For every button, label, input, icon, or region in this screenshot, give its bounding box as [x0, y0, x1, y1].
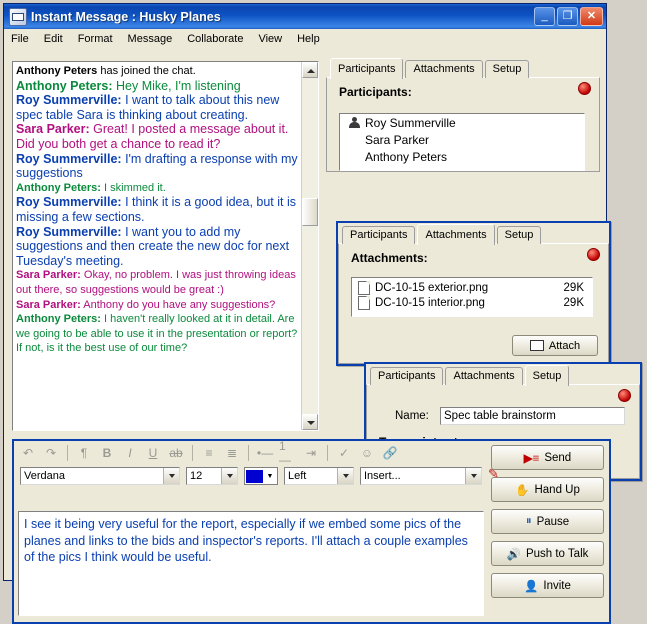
- invite-button-label: Invite: [543, 579, 571, 592]
- record-dot-icon: [578, 82, 591, 95]
- undo-icon[interactable]: ↶: [22, 446, 34, 460]
- compose-panel: [12, 439, 611, 624]
- maximize-button[interactable]: ❐: [557, 7, 578, 26]
- menu-format[interactable]: Format: [77, 33, 113, 45]
- message-text: Great! I posted a message about it. Did you both get a chance to read it?: [16, 122, 289, 151]
- message-author: Roy Summerville:: [16, 93, 122, 108]
- attachments-tabbody: [338, 243, 609, 364]
- tab-attachments[interactable]: Attachments: [405, 60, 482, 78]
- host-person-icon: [348, 117, 361, 129]
- tab-attachments[interactable]: Attachments: [417, 224, 494, 245]
- message-author: Anthony Peters:: [16, 313, 101, 326]
- chevron-down-icon[interactable]: ▼: [266, 472, 274, 480]
- tab-setup[interactable]: Setup: [485, 60, 530, 78]
- menu-view[interactable]: View: [258, 33, 283, 45]
- transcript-message: [16, 225, 299, 269]
- bold-icon[interactable]: B: [102, 446, 112, 460]
- tab-setup[interactable]: Setup: [497, 226, 542, 244]
- push-to-talk-button-label: Push to Talk: [525, 547, 589, 560]
- setup-tabstrip: [366, 364, 640, 385]
- transcript-text: [13, 62, 302, 430]
- message-author: Anthony Peters:: [16, 78, 113, 93]
- participants-list[interactable]: [339, 113, 585, 171]
- pause-icon: ⏸: [525, 515, 532, 527]
- window-controls: [534, 7, 603, 26]
- toolbar-divider: [327, 445, 328, 461]
- attach-button-label: Attach: [548, 339, 581, 352]
- session-name-input[interactable]: [440, 407, 625, 425]
- attachment-name: DC-10-15 exterior.png: [375, 281, 489, 294]
- chevron-down-icon[interactable]: [163, 468, 179, 484]
- transcript-message: [16, 298, 299, 313]
- send-button[interactable]: [491, 445, 604, 470]
- insert-select[interactable]: [360, 467, 482, 485]
- chevron-down-icon[interactable]: [337, 468, 353, 484]
- menubar: [4, 29, 606, 49]
- align-center-icon[interactable]: ≣: [226, 446, 238, 460]
- link-icon[interactable]: 🔗: [382, 446, 398, 460]
- message-author: Sara Parker:: [16, 122, 90, 137]
- attachment-size: 29K: [563, 296, 584, 309]
- message-text: I haven't really looked at it in detail. Are we going to be able to use it in the presentation or report? If not, is it the best use of our time?: [16, 313, 298, 355]
- transcript-message: [16, 79, 299, 94]
- minimize-button[interactable]: _: [534, 7, 555, 26]
- bullet-list-icon[interactable]: •—: [256, 446, 274, 460]
- attachment-size: 29K: [563, 281, 584, 294]
- transcript-message: [16, 195, 299, 224]
- message-author: Anthony Peters:: [16, 181, 101, 194]
- font-family-select[interactable]: [20, 467, 180, 485]
- alignment-select[interactable]: [284, 467, 354, 485]
- send-button-label: Send: [544, 451, 572, 464]
- scroll-down-arrow[interactable]: [302, 414, 318, 430]
- file-icon: [358, 296, 370, 310]
- hand-up-button[interactable]: [491, 477, 604, 502]
- transcript-scrollbar[interactable]: [301, 62, 318, 430]
- participants-panel: [326, 57, 600, 172]
- transcript-message: [16, 268, 299, 297]
- toolbar-divider: [192, 445, 193, 461]
- number-list-icon[interactable]: 1—: [279, 439, 291, 467]
- tab-participants[interactable]: Participants: [330, 58, 403, 79]
- emoticon-icon[interactable]: ☺: [360, 446, 374, 460]
- message-author: Roy Summerville:: [16, 151, 122, 166]
- participant-name: Sara Parker: [365, 132, 430, 147]
- transcript-message: [16, 181, 299, 196]
- participant-name: Roy Summerville: [365, 115, 456, 130]
- pause-button-label: Pause: [536, 515, 570, 528]
- redo-icon[interactable]: ↷: [45, 446, 57, 460]
- speaker-icon: 🔊: [506, 548, 521, 561]
- message-author: Anthony Peters: [16, 65, 98, 77]
- close-button[interactable]: ✕: [580, 7, 603, 26]
- transcript-message: [16, 312, 299, 356]
- participants-heading: Participants:: [339, 85, 412, 99]
- indent-icon[interactable]: ⇥: [305, 446, 317, 460]
- align-left-icon[interactable]: ≡: [205, 446, 213, 460]
- push-to-talk-button[interactable]: [491, 541, 604, 566]
- toolbar-divider: [67, 445, 68, 461]
- attachments-tabstrip: [338, 223, 609, 244]
- insert-value: Insert...: [364, 470, 401, 482]
- list-item[interactable]: [340, 131, 584, 148]
- transcript-message: [16, 93, 299, 122]
- scroll-thumb[interactable]: [302, 198, 318, 226]
- message-text: Anthony do you have any suggestions?: [80, 298, 276, 311]
- participants-tabstrip: [326, 57, 600, 78]
- participant-name: Anthony Peters: [365, 149, 448, 164]
- page-title: Instant Message : Husky Planes: [31, 9, 221, 24]
- attachment-name: DC-10-15 interior.png: [375, 296, 485, 309]
- tab-participants[interactable]: Participants: [370, 367, 443, 385]
- italic-icon[interactable]: I: [128, 446, 132, 460]
- message-text: has joined the chat.: [97, 65, 196, 77]
- instant-message-window: [3, 3, 607, 593]
- message-author: Roy Summerville:: [16, 224, 122, 239]
- menu-file[interactable]: File: [11, 33, 29, 45]
- tab-participants[interactable]: Participants: [342, 226, 415, 244]
- font-size-value: 12: [190, 470, 203, 482]
- menu-edit[interactable]: Edit: [43, 33, 63, 45]
- invite-person-icon: 👤: [524, 580, 539, 593]
- tab-setup[interactable]: Setup: [525, 365, 570, 386]
- hand-icon: ✋: [515, 484, 530, 497]
- chevron-down-icon[interactable]: [465, 468, 481, 484]
- window-titlebar[interactable]: [4, 4, 606, 29]
- action-buttons: [491, 445, 604, 605]
- transcript-message: [16, 64, 299, 79]
- message-input[interactable]: I see it being very useful for the report, especially if we embed some pics of the planes and links to the bids and inspector's reports. I'll attach a couple examples of the pics I think would be useful.: [18, 511, 484, 616]
- menu-help[interactable]: Help: [297, 33, 320, 45]
- message-text: I want to talk about this new spec table Sara is thinking about creating.: [16, 93, 280, 122]
- attachments-panel: [336, 221, 611, 366]
- chevron-down-icon[interactable]: [221, 468, 237, 484]
- message-author: Sara Parker:: [16, 269, 81, 282]
- font-family-value: Verdana: [24, 470, 65, 482]
- menu-message[interactable]: Message: [127, 33, 173, 45]
- name-label: Name:: [395, 410, 429, 422]
- color-swatch: [246, 470, 263, 483]
- message-text: I think it is a good idea, but it is missing a few sections.: [16, 195, 296, 224]
- attach-button[interactable]: [512, 335, 598, 356]
- transcript-panel: [12, 61, 319, 431]
- list-item[interactable]: [352, 295, 592, 310]
- underline-icon[interactable]: U: [148, 446, 158, 460]
- record-dot-icon: [587, 248, 600, 261]
- attachments-list[interactable]: [351, 277, 593, 317]
- font-color-picker[interactable]: [244, 467, 278, 485]
- invite-button[interactable]: [491, 573, 604, 598]
- toolbar-divider: [248, 445, 249, 461]
- transcript-message: [16, 152, 299, 181]
- list-item[interactable]: [352, 280, 592, 295]
- tab-attachments[interactable]: Attachments: [445, 367, 522, 385]
- hand-up-button-label: Hand Up: [534, 483, 580, 496]
- font-size-select[interactable]: [186, 467, 238, 485]
- strikethrough-icon[interactable]: ab: [169, 446, 183, 460]
- alignment-value: Left: [288, 470, 307, 482]
- message-text: I want you to add my suggestions and then create the new doc for next Tuesday's meeting.: [16, 224, 290, 268]
- transcript-message: [16, 122, 299, 151]
- spell-check-icon[interactable]: ✓: [338, 446, 350, 460]
- message-author: Roy Summerville:: [16, 195, 122, 210]
- file-icon: [358, 281, 370, 295]
- menu-collaborate[interactable]: Collaborate: [187, 33, 244, 45]
- list-item[interactable]: [340, 114, 584, 131]
- send-icon: ▶≡: [523, 452, 540, 465]
- paragraph-icon[interactable]: ¶: [80, 446, 88, 460]
- attach-tray-icon: [530, 340, 544, 351]
- message-text: I'm drafting a response with my suggestions: [16, 151, 298, 181]
- message-text: Okay, no problem. I was just throwing ideas out there, so suggestions would be great :): [16, 269, 296, 296]
- im-window-icon: [9, 8, 27, 26]
- pause-button[interactable]: [491, 509, 604, 534]
- participants-tabbody: [326, 77, 600, 172]
- list-item[interactable]: [340, 148, 584, 165]
- record-dot-icon: [618, 389, 631, 402]
- message-text: I skimmed it.: [100, 181, 166, 194]
- message-author: Sara Parker:: [16, 298, 81, 311]
- attachments-heading: Attachments:: [351, 251, 428, 265]
- scroll-up-arrow[interactable]: [302, 62, 318, 78]
- message-text: Hey Mike, I'm listening: [112, 78, 241, 93]
